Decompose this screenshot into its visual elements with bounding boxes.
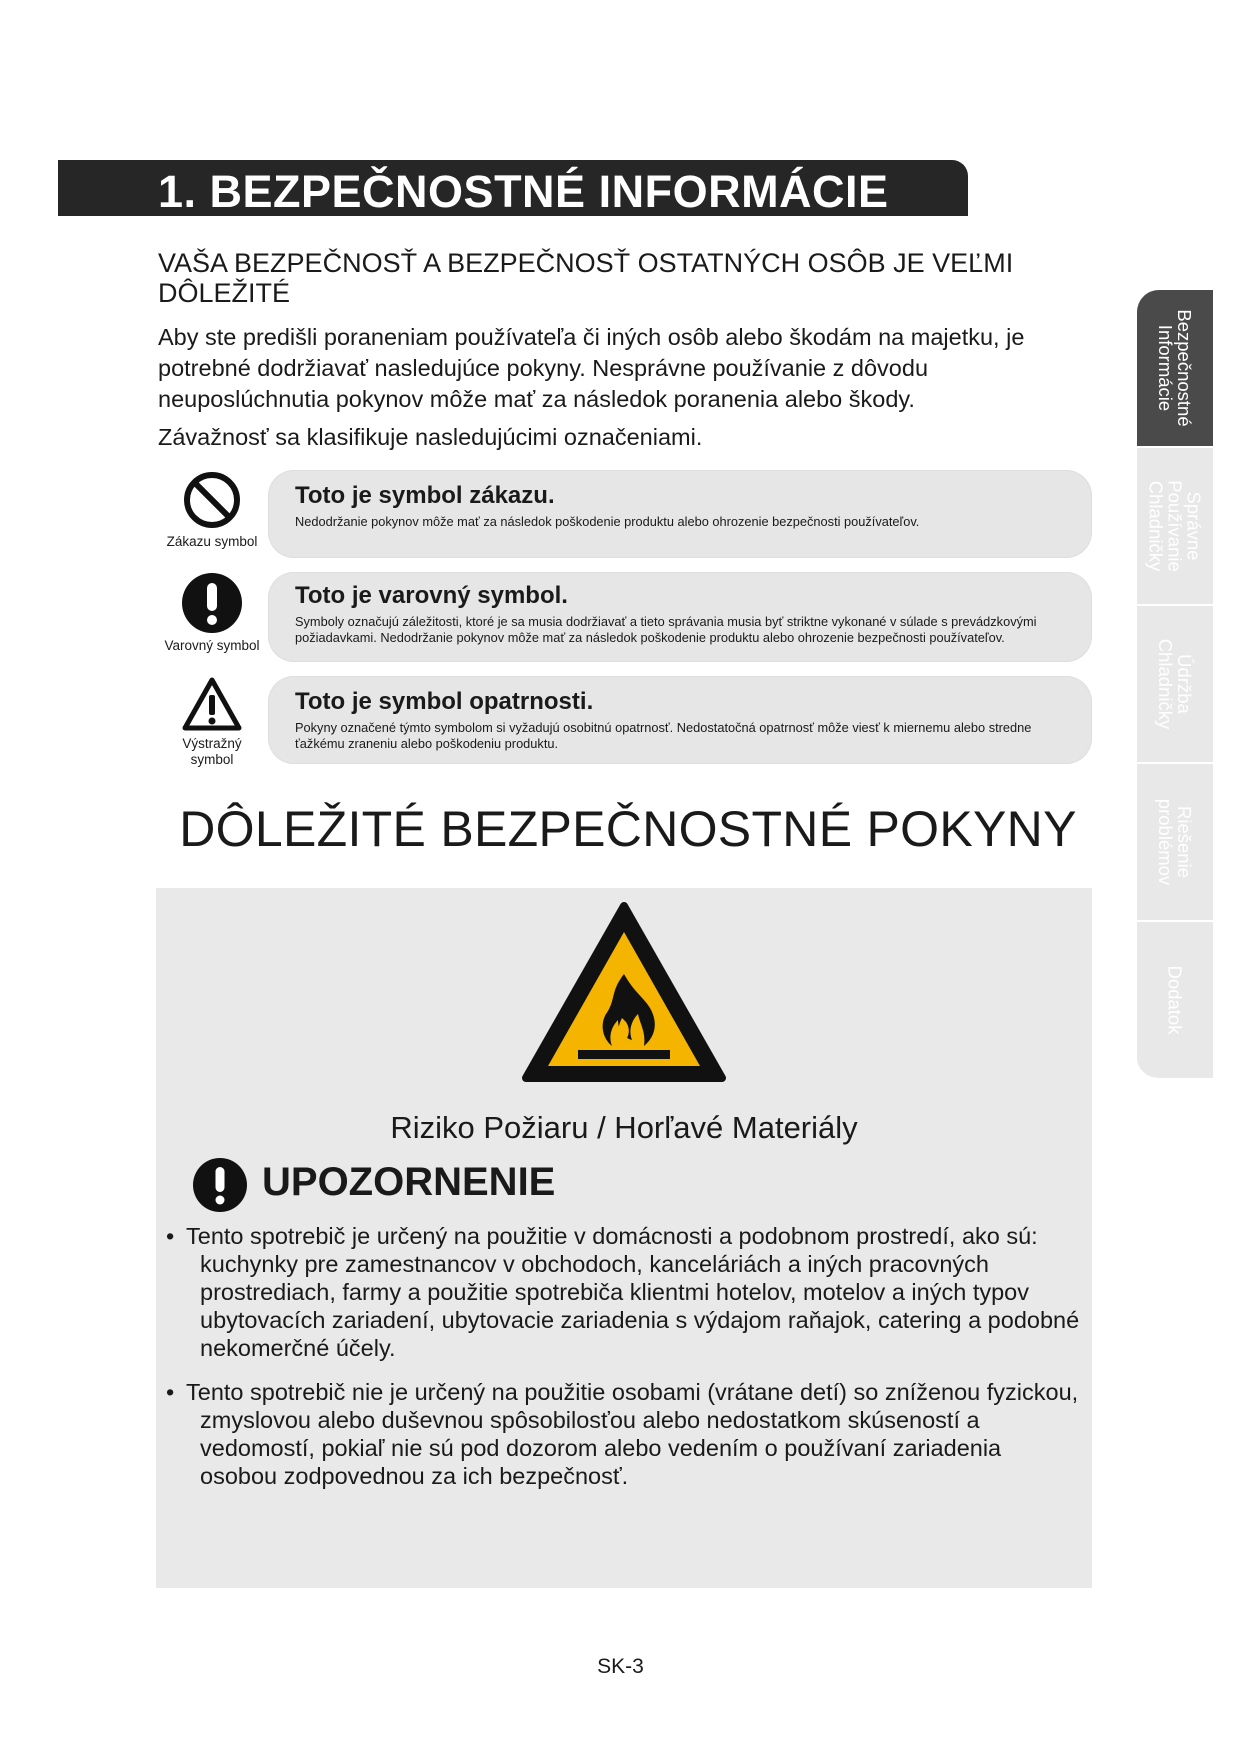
symbol-title: Toto je symbol zákazu. xyxy=(295,482,555,509)
warning-label: UPOZORNENIE xyxy=(262,1160,556,1204)
symbol-label: Zákazu symbol xyxy=(166,534,258,549)
caution-triangle-icon xyxy=(181,676,243,732)
symbol-row-warning xyxy=(156,572,1092,664)
side-tab-appendix[interactable]: Dodatok xyxy=(1137,922,1213,1080)
symbol-row-prohibition xyxy=(156,470,1092,560)
warning-panel xyxy=(156,888,1092,1588)
symbol-row-caution xyxy=(156,676,1092,772)
side-tab-maintenance[interactable]: Údržba Chladničky xyxy=(1137,606,1213,764)
symbol-title: Toto je symbol opatrnosti. xyxy=(295,688,594,715)
symbol-title: Toto je varovný symbol. xyxy=(295,582,568,609)
side-tab-troubleshooting[interactable]: Riešenie problémov xyxy=(1137,764,1213,922)
side-tab-correct-use[interactable]: Správne Používanie Chladničky xyxy=(1137,448,1213,606)
symbol-description: Nedodržanie pokynov môže mať za následok poškodenie produktu alebo ohrozenie bezpečnosti používateľov. xyxy=(295,514,920,529)
symbol-description: Pokyny označené týmto symbolom si vyžadujú osobitnú opatrnosť. Nedostatočná opatrnosť môže viesť k miernemu alebo stredne ťažkému zraneniu alebo poškodeniu produktu. xyxy=(295,720,1032,751)
prohibition-icon xyxy=(182,470,242,530)
section-header-bar xyxy=(58,160,968,216)
intro-paragraph: Aby ste predišli poraneniam používateľa či iných osôb alebo škodám na majetku, je potrebné dodržiavať nasledujúce pokyny. Nesprávne používanie z dôvodu neuposlúchnutia pokynov môže mať za následok poranenia alebo škody. xyxy=(158,324,1025,412)
list-item: • Tento spotrebič nie je určený na použitie osobami (vrátane detí) so zníženou fyzickou, zmyslovou alebo duševnou spôsobilosťou alebo nedostatkom skúseností a vedomostí, pokiaľ nie sú pod dozorom alebo vedením o používaní zariadenia osobou zodpovednou za ich bezpečnosť. xyxy=(164,1378,1084,1490)
page-number: SK-3 xyxy=(597,1655,644,1678)
warning-exclamation-icon xyxy=(181,572,243,634)
warning-exclamation-icon xyxy=(192,1157,248,1213)
important-instructions-heading: DÔLEŽITÉ BEZPEČNOSTNÉ POKYNY xyxy=(179,801,1077,857)
side-tab-safety-info[interactable]: Bezpečnostné Informácie xyxy=(1137,290,1213,448)
list-item: • Tento spotrebič je určený na použitie v domácnosti a podobnom prostredí, ako sú: kuchynky pre zamestnancov v obchodoch, kanceláriách a iných pracovných prostrediach, farmy a použitie spotrebiča klientmi hotelov, motelov a iných typov ubytovacích zariadení, ubytovacie zariadenia s výdajom raňajok, catering a podobné nekomerčné účely. xyxy=(164,1222,1084,1362)
symbol-description: Symboly označujú záležitosti, ktoré je sa musia dodržiavať a tieto správania musia byť striktne vykonané v súlade s prevádzkovými požiadavkami. Nedodržanie pokynov môže mať za následok poškodenie produktu alebo ohrozenie bezpečnosti používateľov. xyxy=(295,614,1037,645)
warning-bullet-list xyxy=(164,1222,1084,1506)
symbol-label: Výstražný symbol xyxy=(182,736,242,767)
hazard-caption: Riziko Požiaru / Horľavé Materiály xyxy=(390,1110,858,1145)
safety-subheading: VAŠA BEZPEČNOSŤ A BEZPEČNOSŤ OSTATNÝCH OSÔB JE VEĽMI DÔLEŽITÉ xyxy=(158,248,1014,308)
symbol-label: Varovný symbol xyxy=(164,638,260,653)
severity-paragraph: Závažnosť sa klasifikuje nasledujúcimi označeniami. xyxy=(158,424,703,450)
section-title: 1. BEZPEČNOSTNÉ INFORMÁCIE xyxy=(158,166,889,217)
flammable-hazard-icon xyxy=(520,900,728,1084)
